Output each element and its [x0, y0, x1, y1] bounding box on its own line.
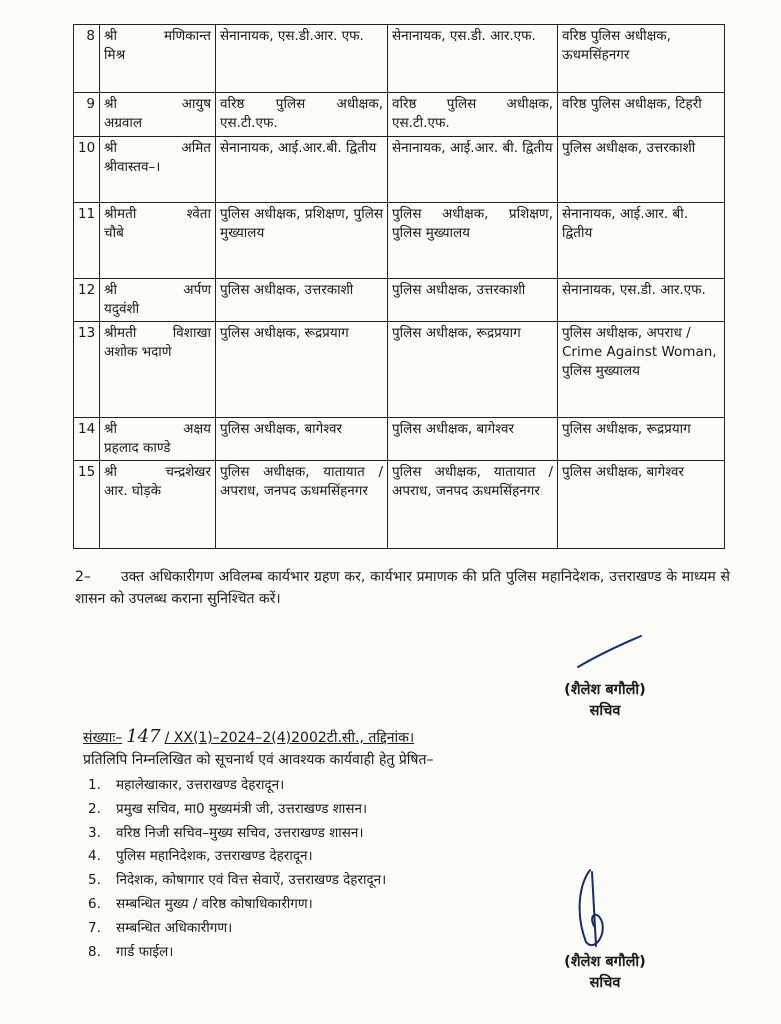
- table-row: [74, 461, 725, 549]
- serial-number-cell: 15: [74, 461, 100, 549]
- new-posting-cell: वरिष्ठ पुलिस अधीक्षक, टिहरी: [558, 93, 725, 137]
- list-item: [88, 845, 386, 869]
- officer-title: श्री: [104, 28, 118, 44]
- list-item-text: पुलिस महानिदेशक, उत्तराखण्ड देहरादून।: [116, 848, 313, 865]
- officer-title: श्री: [104, 421, 118, 437]
- officer-name-line1: [104, 324, 211, 343]
- present-posting-cell: सेनानायक, एस.डी.आर. एफ.: [216, 25, 388, 93]
- serial-number-cell: 14: [74, 418, 100, 461]
- table-row: [74, 418, 725, 461]
- officer-first-name: अर्पण: [183, 282, 211, 298]
- new-posting-cell: सेनानायक, आई.आर. बी. द्वितीय: [558, 203, 725, 279]
- officer-title: श्री: [104, 282, 118, 298]
- paragraph-text: उक्त अधिकारीगण अविलम्ब कार्यभार ग्रहण कर, कार्यभार प्रमाणक की प्रति पुलिस महानिदेशक, उत्तराखण्ड के माध्यम से शासन को उपलब्ध कराना सुनिश्चित करें।: [75, 569, 730, 607]
- reference-line: [83, 727, 723, 748]
- present-posting-cell: वरिष्ठ पुलिस अधीक्षक, एस.टी.एफ.: [216, 93, 388, 137]
- officer-name-line1: [104, 27, 211, 46]
- serial-number-cell: 12: [74, 279, 100, 322]
- new-posting-cell: पुलिस अधीक्षक, अपराध / Crime Against Woman, पुलिस मुख्यालय: [558, 322, 725, 418]
- current-posting-cell: पुलिस अधीक्षक, यातायात / अपराध, जनपद ऊधमसिंहनगर: [388, 461, 558, 549]
- officer-first-name: चन्द्रशेखर: [165, 464, 211, 480]
- officer-surname: चौबे: [104, 225, 124, 241]
- officer-name-cell: [100, 25, 216, 93]
- list-item-number: 7.: [88, 919, 101, 936]
- paragraph-number: 2–: [75, 569, 91, 585]
- officer-first-name: अमित: [181, 140, 211, 156]
- list-item-text: वरिष्ठ निजी सचिव–मुख्य सचिव, उत्तराखण्ड शासन।: [116, 824, 364, 841]
- signature-block-1: [545, 680, 665, 722]
- table-row: [74, 279, 725, 322]
- new-posting-cell: पुलिस अधीक्षक, उत्तरकाशी: [558, 137, 725, 203]
- list-item-text: सम्बन्धित अधिकारीगण।: [116, 919, 233, 936]
- table-row: [74, 203, 725, 279]
- new-posting-cell: पुलिस अधीक्षक, बागेश्वर: [558, 461, 725, 549]
- list-item-text: निदेशक, कोषागार एवं वित्त सेवाऐं, उत्तराखण्ड देहरादून।: [116, 872, 387, 889]
- officer-name-cell: [100, 137, 216, 203]
- serial-number-cell: 8: [74, 25, 100, 93]
- present-posting-cell: पुलिस अधीक्षक, रूद्रप्रयाग: [216, 322, 388, 418]
- present-posting-cell: पुलिस अधीक्षक, यातायात / अपराध, जनपद ऊधमसिंहनगर: [216, 461, 388, 549]
- list-item-number: 6.: [88, 895, 101, 912]
- present-posting-cell: पुलिस अधीक्षक, बागेश्वर: [216, 418, 388, 461]
- new-posting-cell: वरिष्ठ पुलिस अधीक्षक, ऊधमसिंहनगर: [558, 25, 725, 93]
- list-item-text: गार्ड फाईल।: [116, 943, 174, 960]
- handwritten-number: 147: [126, 726, 161, 747]
- list-item-text: महालेखाकार, उत्तराखण्ड देहरादून।: [116, 777, 285, 793]
- copy-list: [88, 774, 386, 964]
- list-item: [88, 917, 386, 941]
- list-item: [88, 869, 386, 893]
- signature-stroke-2: [572, 866, 612, 952]
- serial-number-cell: 10: [74, 137, 100, 203]
- reference-label: संख्याः–: [83, 730, 123, 746]
- list-item-number: 2.: [88, 800, 101, 817]
- officer-surname: यदुवंशी: [104, 301, 140, 317]
- signatory-name: (शैलेश बगौली): [564, 682, 646, 698]
- table-row: [74, 322, 725, 418]
- officer-surname: आर. घोड़के: [104, 483, 161, 499]
- list-item-number: 5.: [88, 872, 101, 889]
- new-posting-cell: पुलिस अधीक्षक, रूद्रप्रयाग: [558, 418, 725, 461]
- list-item: [88, 893, 386, 917]
- officer-first-name: मणिकान्त: [163, 28, 211, 44]
- officer-surname: अशोक भदाणे: [104, 344, 172, 360]
- present-posting-cell: सेनानायक, आई.आर.बी. द्वितीय: [216, 137, 388, 203]
- list-item-number: 8.: [88, 943, 101, 960]
- officer-first-name: अक्षय: [183, 421, 211, 437]
- officer-surname: अग्रवाल: [104, 115, 143, 131]
- signatory-name: (शैलेश बगौली): [564, 954, 646, 970]
- list-item-number: 3.: [88, 824, 101, 841]
- list-item-number: 1.: [88, 777, 101, 793]
- current-posting-cell: सेनानायक, आई.आर. बी. द्वितीय: [388, 137, 558, 203]
- officer-name-cell: [100, 322, 216, 418]
- reference-number: / XX(1)–2024–2(4)2002टी.सी., तद्दिनांक।: [164, 730, 415, 746]
- list-item: [88, 798, 386, 822]
- current-posting-cell: वरिष्ठ पुलिस अधीक्षक, एस.टी.एफ.: [388, 93, 558, 137]
- serial-number-cell: 9: [74, 93, 100, 137]
- signatory-designation: सचिव: [589, 975, 621, 991]
- officer-name-line1: [104, 281, 211, 300]
- officer-name-cell: [100, 461, 216, 549]
- current-posting-cell: पुलिस अधीक्षक, उत्तरकाशी: [388, 279, 558, 322]
- officer-name-cell: [100, 93, 216, 137]
- instruction-paragraph: [75, 566, 730, 610]
- current-posting-cell: सेनानायक, एस.डी. आर.एफ.: [388, 25, 558, 93]
- list-item-text: प्रमुख सचिव, मा0 मुख्यमंत्री जी, उत्तराखण्ड शासन।: [116, 800, 368, 817]
- officer-name-cell: [100, 203, 216, 279]
- officer-title: श्री: [104, 464, 118, 480]
- new-posting-cell: सेनानायक, एस.डी. आर.एफ.: [558, 279, 725, 322]
- present-posting-cell: पुलिस अधीक्षक, प्रशिक्षण, पुलिस मुख्यालय: [216, 203, 388, 279]
- table-row: [74, 93, 725, 137]
- officer-surname: मिश्र: [104, 47, 126, 63]
- officer-name-cell: [100, 418, 216, 461]
- list-item-text: सम्बन्धित मुख्य / वरिष्ठ कोषाधिकारीगण।: [116, 895, 313, 912]
- officer-first-name: आयुष: [181, 96, 211, 112]
- serial-number-cell: 13: [74, 322, 100, 418]
- officer-title: श्रीमती: [104, 325, 137, 341]
- officer-first-name: विशाखा: [172, 325, 211, 341]
- officer-first-name: श्वेता: [186, 206, 211, 222]
- officer-name-line1: [104, 139, 211, 158]
- signature-block-2: [545, 952, 665, 994]
- current-posting-cell: पुलिस अधीक्षक, बागेश्वर: [388, 418, 558, 461]
- list-item-number: 4.: [88, 848, 101, 865]
- list-item: [88, 822, 386, 846]
- officer-name-cell: [100, 279, 216, 322]
- current-posting-cell: पुलिस अधीक्षक, रूद्रप्रयाग: [388, 322, 558, 418]
- signature-stroke-1: [575, 632, 645, 672]
- serial-number-cell: 11: [74, 203, 100, 279]
- transfer-table-body: [74, 25, 725, 549]
- current-posting-cell: पुलिस अधीक्षक, प्रशिक्षण, पुलिस मुख्यालय: [388, 203, 558, 279]
- officer-name-line1: [104, 205, 211, 224]
- table-row: [74, 137, 725, 203]
- officer-title: श्री: [104, 96, 118, 112]
- table-row: [74, 25, 725, 93]
- officer-name-line1: [104, 463, 211, 482]
- list-item: [88, 774, 386, 798]
- present-posting-cell: पुलिस अधीक्षक, उत्तरकाशी: [216, 279, 388, 322]
- officer-name-line1: [104, 95, 211, 114]
- transfer-table: [73, 24, 725, 549]
- officer-surname: श्रीवास्तव–।: [104, 159, 161, 175]
- list-item: [88, 941, 386, 965]
- officer-title: श्री: [104, 140, 118, 156]
- signatory-designation: सचिव: [589, 703, 621, 719]
- officer-name-line1: [104, 420, 211, 439]
- copy-intro: प्रतिलिपि निम्नलिखित को सूचनार्थ एवं आवश्यक कार्यवाही हेतु प्रेषित–: [83, 752, 434, 768]
- officer-surname: प्रहलाद काण्डे: [104, 440, 171, 456]
- officer-title: श्रीमती: [104, 206, 137, 222]
